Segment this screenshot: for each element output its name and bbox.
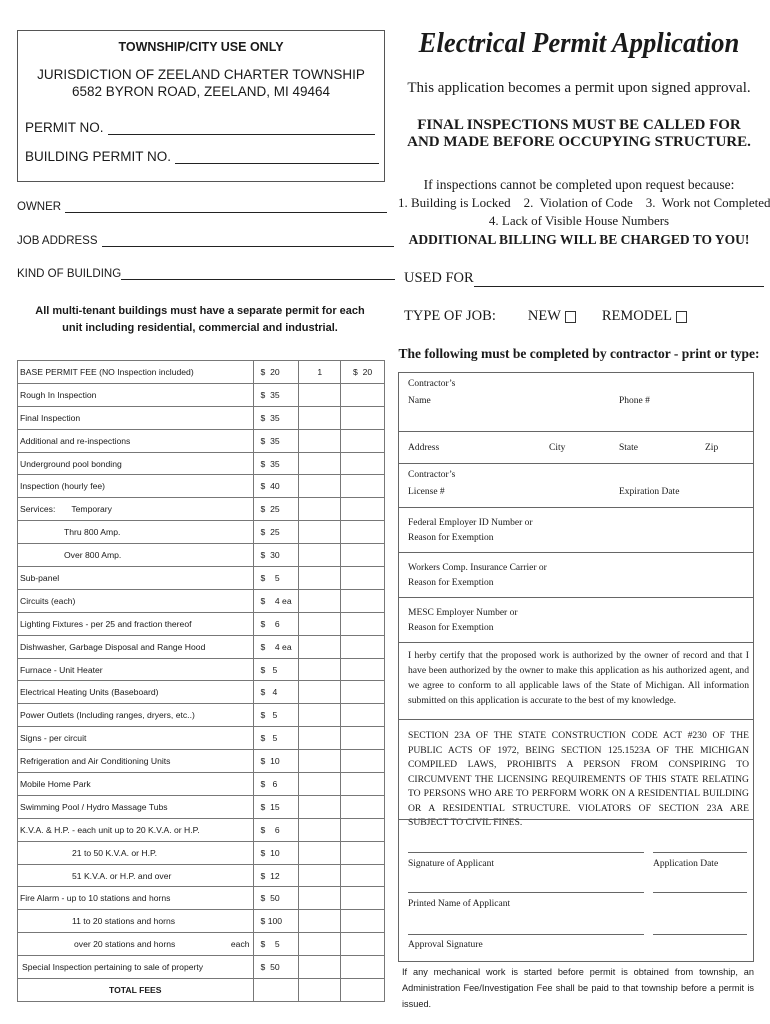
application-date-line[interactable] — [653, 852, 747, 853]
fee-total-input[interactable] — [341, 841, 385, 864]
zip-label: Zip — [705, 443, 719, 453]
fee-row — [18, 704, 385, 727]
fee-quantity-input[interactable]: 1 — [299, 361, 341, 384]
fee-quantity-input[interactable] — [299, 658, 341, 681]
fee-item-cell — [18, 910, 254, 933]
workers-comp-label-1: Workers Comp. Insurance Carrier or — [408, 563, 547, 573]
fee-total-input[interactable] — [341, 383, 385, 406]
fee-row — [18, 658, 385, 681]
fee-quantity-input[interactable] — [299, 635, 341, 658]
fee-total-input[interactable] — [341, 727, 385, 750]
fee-row — [18, 589, 385, 612]
fee-item-label: 21 to 50 K.V.A. or H.P. — [72, 847, 158, 858]
fee-item-cell — [18, 361, 254, 384]
fee-item-label: Over 800 Amp. — [64, 550, 122, 561]
remodel-checkbox[interactable] — [676, 311, 687, 323]
fein-label-2: Reason for Exemption — [408, 533, 494, 543]
printed-name-label: Printed Name of Applicant — [408, 899, 511, 909]
fee-item-label: Electrical Heating Units (Baseboard) — [20, 687, 159, 698]
fee-item-cell — [18, 956, 254, 979]
fee-amount: $ 6 — [253, 818, 299, 841]
owner-label: OWNER — [17, 201, 62, 213]
signature-label: Signature of Applicant — [408, 859, 495, 869]
fee-item-label: Power Outlets (Including ranges, dryers, etc..) — [20, 710, 195, 721]
fee-amount: $ 4 — [253, 681, 299, 704]
fee-item-cell — [18, 727, 254, 750]
used-for-label: USED FOR — [404, 270, 474, 286]
fee-item-cell — [18, 567, 254, 590]
fee-amount: $ 100 — [253, 910, 299, 933]
footer-note: If any mechanical work is started before permit is obtained from township, an Administration Fee/Investigation Fee shall be paid to that township before a permit is issued. — [402, 967, 754, 1009]
fee-amount: $ 5 — [253, 704, 299, 727]
contractor-heading: The following must be completed by contractor - print or type: — [398, 346, 760, 361]
fee-table — [17, 360, 385, 1002]
fee-total-input[interactable] — [341, 612, 385, 635]
township-heading: TOWNSHIP/CITY USE ONLY — [118, 40, 284, 54]
fee-amount: $ 30 — [253, 544, 299, 567]
expiration-label: Expiration Date — [619, 487, 680, 497]
fee-quantity-input[interactable] — [299, 681, 341, 704]
fee-row — [18, 612, 385, 635]
fee-amount: $ 15 — [253, 795, 299, 818]
fee-item-cell — [18, 635, 254, 658]
fee-item-label: Inspection (hourly fee) — [20, 481, 106, 492]
printed-name-line[interactable] — [408, 892, 644, 893]
fee-item-label: 51 K.V.A. or H.P. and over — [72, 870, 172, 881]
inspection-reasons-1: 1. Building is Locked 2. Violation of Code 3. Work not Completed — [398, 195, 770, 210]
signature-line[interactable] — [408, 852, 644, 853]
fee-row — [18, 887, 385, 910]
remodel-label: REMODEL — [601, 308, 672, 324]
fee-item-cell — [18, 589, 254, 612]
final-inspections-line-1: FINAL INSPECTIONS MUST BE CALLED FOR — [417, 117, 741, 133]
fee-amount: $ 12 — [253, 864, 299, 887]
fee-item-label: Additional and re-inspections — [20, 435, 131, 446]
job-address-line[interactable] — [102, 233, 394, 247]
mesc-label-1: MESC Employer Number or — [408, 608, 518, 618]
form-subtitle: This application becomes a permit upon signed approval. — [407, 80, 751, 96]
kind-of-building-label: KIND OF BUILDING — [17, 268, 122, 280]
total-fees-row — [18, 979, 385, 1002]
approval-label: Approval Signature — [408, 940, 483, 950]
fee-item-cell — [18, 864, 254, 887]
township-use-box — [17, 30, 385, 182]
fee-total-input[interactable] — [341, 773, 385, 796]
fee-prefix: Services: — [20, 504, 56, 515]
fee-quantity-input[interactable] — [299, 910, 341, 933]
fee-quantity-input[interactable] — [299, 521, 341, 544]
fee-row — [18, 681, 385, 704]
fee-item-label: Refrigeration and Air Conditioning Units — [20, 756, 171, 767]
contractor-name-section[interactable] — [399, 373, 753, 431]
certify-text: I herby certify that the proposed work is authorized by the owner of record and that I have been authorized by the owner to make this application as his authorized agent, and we agree to conform to all applicable laws of the State of Michigan. All information submitted on this application is accurate to the best of my knowledge. — [408, 650, 749, 706]
fee-row — [18, 956, 385, 979]
fee-quantity-input[interactable] — [299, 727, 341, 750]
fee-row — [18, 727, 385, 750]
fee-item-cell — [18, 429, 254, 452]
address-label: Address — [408, 443, 440, 453]
fee-total-input[interactable] — [341, 887, 385, 910]
fee-item-label: Fire Alarm - up to 10 stations and horns — [20, 893, 171, 904]
phone-label: Phone # — [619, 396, 650, 406]
fee-item-cell — [18, 406, 254, 429]
fee-amount: $ 5 — [253, 727, 299, 750]
fee-total-input[interactable] — [341, 406, 385, 429]
fee-row — [18, 635, 385, 658]
fee-amount: $ 4 ea — [253, 635, 299, 658]
fee-row — [18, 773, 385, 796]
fee-item-cell — [18, 681, 254, 704]
fee-item-label: Dishwasher, Garbage Disposal and Range Hood — [20, 641, 206, 652]
fee-total-input[interactable] — [341, 567, 385, 590]
fee-total-input[interactable] — [341, 956, 385, 979]
section-23a-text: SECTION 23A OF THE STATE CONSTRUCTION CODE ACT #230 OF THE PUBLIC ACTS OF 1972, BEING SECTION 125.1523A OF THE MICHIGAN COMPILED LAWS, PROHIBITS A PERSON FROM CONSPIRING TO CIRCUMVENT THE LICENSING REQUIREMENTS OF THIS STATE RELATING TO PERSONS WHO ARE TO PERFORM WORK ON A RESIDENTIAL BUILDING OR A RESIDENTIAL STRUCTURE. VIOLATORS OF SECTION 23A ARE SUBJECT TO CIVIL FINES. — [408, 730, 749, 828]
fee-total-input[interactable] — [341, 795, 385, 818]
city-label: City — [549, 443, 566, 453]
permit-no-label: PERMIT NO. — [25, 120, 104, 135]
fee-total-input[interactable] — [341, 521, 385, 544]
total-fees-label: TOTAL FEES — [18, 979, 254, 1002]
permit-no-field[interactable] — [25, 120, 375, 135]
mesc-section[interactable] — [399, 597, 753, 642]
fee-row — [18, 567, 385, 590]
fee-total-input[interactable] — [341, 498, 385, 521]
printed-name-date-line[interactable] — [653, 892, 747, 893]
fee-item-cell — [18, 383, 254, 406]
fee-amount: $ 50 — [253, 956, 299, 979]
contractor-license-section[interactable] — [399, 463, 753, 507]
fee-row — [18, 452, 385, 475]
fee-item-label: Circuits (each) — [20, 595, 76, 606]
fee-quantity-input[interactable] — [299, 956, 341, 979]
fee-item-label: over 20 stations and horns — [74, 939, 176, 950]
fee-item-cell — [18, 933, 254, 956]
approval-line[interactable] — [408, 934, 644, 935]
fee-item-cell — [18, 795, 254, 818]
fee-amount: $ 35 — [253, 406, 299, 429]
contractors-label: Contractor’s — [408, 379, 456, 389]
fee-quantity-input[interactable] — [299, 933, 341, 956]
fee-amount: $ 6 — [253, 612, 299, 635]
contractor-name-label: Name — [408, 396, 431, 406]
fee-item-label: Sub-panel — [20, 572, 60, 583]
contractor-box — [398, 372, 754, 962]
fee-total-input[interactable] — [341, 635, 385, 658]
fee-amount: $ 10 — [253, 841, 299, 864]
fee-total-input[interactable] — [341, 864, 385, 887]
contractor-address-section[interactable] — [399, 431, 753, 463]
fee-quantity-input[interactable] — [299, 841, 341, 864]
total-fees-qty[interactable] — [299, 979, 341, 1002]
fein-label-1: Federal Employer ID Number or — [408, 518, 533, 528]
new-checkbox[interactable] — [565, 311, 576, 323]
final-inspections-line-2: AND MADE BEFORE OCCUPYING STRUCTURE. — [407, 134, 751, 150]
fee-row — [18, 750, 385, 773]
fee-row — [18, 795, 385, 818]
fee-row — [18, 406, 385, 429]
fee-item-label: Thru 800 Amp. — [64, 527, 121, 538]
fee-quantity-input[interactable] — [299, 544, 341, 567]
fee-item-label: Rough In Inspection — [20, 389, 97, 400]
fee-item-label: Furnace - Unit Heater — [20, 664, 103, 675]
fee-item-cell — [18, 452, 254, 475]
fee-amount: $ 4 ea — [253, 589, 299, 612]
fee-amount: $ 35 — [253, 429, 299, 452]
kind-of-building-field[interactable] — [17, 266, 395, 280]
fee-row — [18, 475, 385, 498]
type-of-job-row — [404, 308, 687, 325]
fee-item-label: Signs - per circuit — [20, 733, 87, 744]
fee-amount: $ 25 — [253, 521, 299, 544]
total-fees-value[interactable] — [341, 979, 385, 1002]
fee-quantity-input[interactable] — [299, 383, 341, 406]
workers-comp-section[interactable] — [399, 552, 753, 597]
application-date-label: Application Date — [653, 859, 719, 869]
fee-row — [18, 933, 385, 956]
fee-item-cell — [18, 521, 254, 544]
fee-amount: $ 35 — [253, 452, 299, 475]
fee-amount: $ 6 — [253, 773, 299, 796]
fee-total-input[interactable]: $ 20 — [341, 361, 385, 384]
multi-tenant-note: All multi-tenant buildings must have a separate permit for each unit including residential, commercial and industrial. — [35, 305, 365, 334]
fee-quantity-input[interactable] — [299, 406, 341, 429]
fee-row — [18, 910, 385, 933]
fee-item-label: K.V.A. & H.P. - each unit up to 20 K.V.A. or H.P. — [20, 824, 200, 835]
fee-row — [18, 841, 385, 864]
fee-quantity-input[interactable] — [299, 567, 341, 590]
fee-quantity-input[interactable] — [299, 818, 341, 841]
building-permit-no-line[interactable] — [175, 150, 379, 164]
approval-date-line[interactable] — [653, 934, 747, 935]
mesc-label-2: Reason for Exemption — [408, 623, 494, 633]
fee-row — [18, 544, 385, 567]
section-23a — [399, 719, 753, 828]
fee-quantity-input[interactable] — [299, 864, 341, 887]
fee-row — [18, 864, 385, 887]
fee-amount: $ 50 — [253, 887, 299, 910]
fee-quantity-input[interactable] — [299, 452, 341, 475]
fee-total-input[interactable] — [341, 475, 385, 498]
fee-amount: $ 20 — [253, 361, 299, 384]
fee-item-cell — [18, 475, 254, 498]
fee-item-cell — [18, 498, 254, 521]
license-label: License # — [408, 487, 445, 497]
fee-total-input[interactable] — [341, 589, 385, 612]
fee-item-label: Underground pool bonding — [20, 458, 122, 469]
building-permit-no-field[interactable] — [25, 149, 379, 164]
fee-total-input[interactable] — [341, 818, 385, 841]
job-address-label: JOB ADDRESS — [17, 235, 98, 247]
fee-item-label: Final Inspection — [20, 412, 81, 423]
fein-section[interactable] — [399, 507, 753, 552]
fee-item-cell — [18, 750, 254, 773]
fee-quantity-input[interactable] — [299, 750, 341, 773]
fee-item-label: Swimming Pool / Hydro Massage Tubs — [20, 801, 168, 812]
fee-item-label: Mobile Home Park — [20, 778, 91, 789]
jurisdiction-line: JURISDICTION OF ZEELAND CHARTER TOWNSHIP — [37, 67, 365, 82]
fee-total-input[interactable] — [341, 704, 385, 727]
fee-quantity-input[interactable] — [299, 773, 341, 796]
fee-quantity-input[interactable] — [299, 612, 341, 635]
fee-item-label: Special Inspection pertaining to sale of property — [22, 962, 204, 973]
fee-quantity-input[interactable] — [299, 475, 341, 498]
form-title: Electrical Permit Application — [418, 27, 740, 59]
fee-amount: $ 5 — [253, 658, 299, 681]
signature-section — [399, 819, 753, 963]
inspection-reasons-2: 4. Lack of Visible House Numbers — [488, 213, 670, 228]
building-permit-no-label: BUILDING PERMIT NO. — [25, 149, 172, 164]
state-label: State — [619, 443, 638, 453]
fee-suffix: each — [230, 939, 250, 950]
used-for-line[interactable] — [474, 273, 764, 287]
fee-item-label: Lighting Fixtures - per 25 and fraction thereof — [20, 618, 192, 629]
fee-amount: $ 25 — [253, 498, 299, 521]
fee-item-cell — [18, 544, 254, 567]
fee-total-input[interactable] — [341, 681, 385, 704]
permit-no-line[interactable] — [108, 121, 375, 135]
fee-total-input[interactable] — [341, 429, 385, 452]
fee-item-cell — [18, 612, 254, 635]
additional-billing: ADDITIONAL BILLING WILL BE CHARGED TO YOU! — [408, 232, 750, 247]
kind-of-building-line[interactable] — [121, 266, 395, 280]
fee-amount: $ 5 — [253, 933, 299, 956]
certify-section — [399, 642, 753, 719]
fee-row — [18, 383, 385, 406]
fee-quantity-input[interactable] — [299, 498, 341, 521]
owner-line[interactable] — [65, 199, 387, 213]
fee-total-input[interactable] — [341, 452, 385, 475]
fee-item-cell — [18, 658, 254, 681]
fee-item-label: Temporary — [71, 504, 112, 515]
total-fees-blank — [253, 979, 299, 1002]
fee-amount: $ 5 — [253, 567, 299, 590]
fee-total-input[interactable] — [341, 750, 385, 773]
owner-field[interactable] — [17, 199, 387, 213]
fee-item-cell — [18, 704, 254, 727]
used-for-field[interactable] — [404, 270, 764, 287]
fee-total-input[interactable] — [341, 544, 385, 567]
job-address-field[interactable] — [17, 233, 394, 247]
fee-quantity-input[interactable] — [299, 795, 341, 818]
fee-quantity-input[interactable] — [299, 429, 341, 452]
type-of-job-label: TYPE OF JOB: — [404, 308, 496, 324]
fee-item-cell — [18, 887, 254, 910]
fee-amount: $ 35 — [253, 383, 299, 406]
fee-total-input[interactable] — [341, 658, 385, 681]
fee-amount: $ 40 — [253, 475, 299, 498]
fee-item-cell — [18, 773, 254, 796]
fee-row — [18, 361, 385, 384]
fee-amount: $ 10 — [253, 750, 299, 773]
fee-item-label: BASE PERMIT FEE (NO Inspection included) — [20, 366, 194, 377]
workers-comp-label-2: Reason for Exemption — [408, 578, 494, 588]
fee-quantity-input[interactable] — [299, 704, 341, 727]
fee-item-cell — [18, 841, 254, 864]
fee-row — [18, 521, 385, 544]
fee-row — [18, 498, 385, 521]
fee-total-input[interactable] — [341, 910, 385, 933]
fee-row — [18, 818, 385, 841]
new-label: NEW — [527, 308, 561, 324]
fee-item-label: 11 to 20 stations and horns — [72, 916, 176, 927]
if-inspections-line: If inspections cannot be completed upon request because: — [423, 177, 735, 192]
fee-total-input[interactable] — [341, 933, 385, 956]
fee-quantity-input[interactable] — [299, 887, 341, 910]
fee-quantity-input[interactable] — [299, 589, 341, 612]
fee-row — [18, 429, 385, 452]
fee-item-cell — [18, 818, 254, 841]
contractors-label-2: Contractor’s — [408, 470, 456, 480]
township-address: 6582 BYRON ROAD, ZEELAND, MI 49464 — [71, 84, 331, 99]
